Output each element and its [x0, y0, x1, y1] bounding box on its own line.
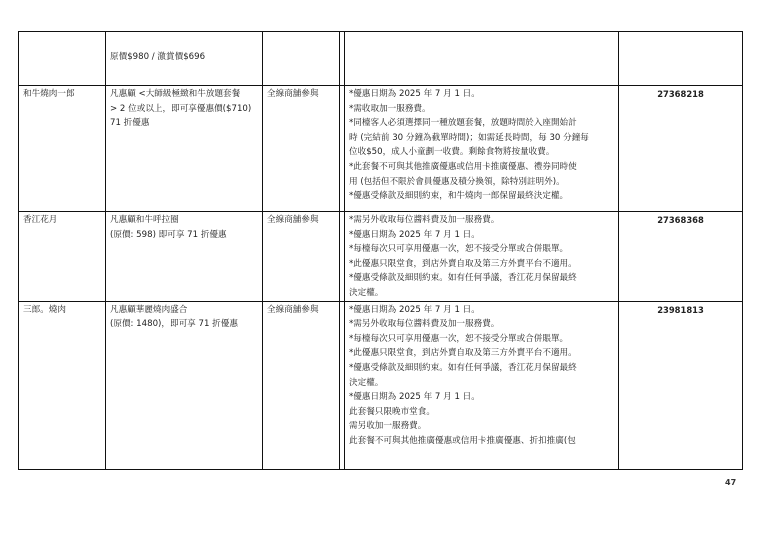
terms-line: 此套餐只限晚市堂食。 — [349, 406, 435, 417]
terms-line: 時 (完結前 30 分鐘為截單時間)；如需延長時間，每 30 分鐘每 — [349, 132, 589, 143]
branches-cell: 全線商舖參與 — [263, 212, 340, 302]
terms-cell — [345, 301, 619, 469]
offer-code-cell: 27368218 — [619, 86, 743, 212]
terms-line: *優惠受條款及細則約束。如有任何爭議，香江花月保留最終 — [349, 362, 577, 373]
terms-line: *優惠受條款及細則約束，和牛燒肉一郎保留最終決定權。 — [349, 191, 569, 202]
branches-cell: 全線商舖參與 — [263, 301, 340, 469]
table-row — [19, 86, 743, 212]
branches-cell: 全線商舖參與 — [263, 86, 340, 212]
terms-line: 決定權。 — [349, 377, 384, 388]
offer-code-cell: 23981813 — [619, 301, 743, 469]
table-row — [19, 212, 743, 302]
terms-line: *此套餐不可與其他推廣優惠或信用卡推廣優惠、禮券同時使 — [349, 161, 577, 172]
branches-cell — [263, 32, 340, 86]
shop-name-cell: 三郎。燒肉 — [19, 301, 106, 469]
terms-line: *優惠日期為 2025 年 7 月 1 日。 — [349, 392, 480, 403]
offer-line: (原價: 598) 即可享 71 折優惠 — [110, 229, 227, 240]
terms-line: *優惠日期為 2025 年 7 月 1 日。 — [349, 304, 480, 315]
offer-code-cell: 27368368 — [619, 212, 743, 302]
offer-line: (原價: 1480)，即可享 71 折優惠 — [110, 319, 238, 330]
offer-line: > 2 位或以上，即可享優惠價($710) — [110, 103, 252, 114]
offer-code-cell — [619, 32, 743, 86]
terms-cell — [345, 32, 619, 86]
terms-line: *此優惠只限堂食，到店外賣自取及第三方外賣平台不適用。 — [349, 258, 577, 269]
offer-line: 凡惠顧和牛呼拉圈 — [110, 215, 179, 225]
offer-cell — [106, 86, 263, 212]
offer-line: 原價$980 / 激賞價$696 — [110, 52, 206, 62]
terms-line: *需收取加一服務費。 — [349, 103, 431, 114]
offer-line: 凡惠顧華麗燒肉盛合 — [110, 304, 188, 315]
offer-cell — [106, 32, 263, 86]
offers-table-body — [19, 32, 743, 470]
terms-line: *需另外收取每位醬料費及加一服務費。 — [349, 215, 500, 225]
terms-line: *每檯每次只可享用優惠一次，恕不接受分單或合併賬單。 — [349, 333, 569, 344]
offer-line: 凡惠顧 <大師級極緻和牛放題套餐 — [110, 89, 241, 99]
terms-line: *此優惠只限堂食，到店外賣自取及第三方外賣平台不適用。 — [349, 348, 577, 359]
offer-cell — [106, 212, 263, 302]
terms-line: *需另外收取每位醬料費及加一服務費。 — [349, 319, 500, 330]
terms-line: 決定權。 — [349, 287, 384, 298]
terms-line: 需另收加一服務費。 — [349, 421, 427, 432]
terms-line: *優惠日期為 2025 年 7 月 1 日。 — [349, 229, 480, 240]
terms-line: 位收$50，成人小童劃一收費。剩餘食物將按量收費。 — [349, 147, 555, 158]
table-row — [19, 301, 743, 469]
terms-line: *同檯客人必須選擇同一種放題套餐，放題時間於入座開始計 — [349, 118, 577, 129]
terms-line: 此套餐不可與其他推廣優惠或信用卡推廣優惠、折扣推廣(包 — [349, 435, 576, 446]
terms-cell — [345, 86, 619, 212]
table-row — [19, 32, 743, 86]
shop-name-cell: 和牛燒肉一郎 — [19, 86, 106, 212]
terms-cell — [345, 212, 619, 302]
offer-cell — [106, 301, 263, 469]
terms-line: *優惠日期為 2025 年 7 月 1 日。 — [349, 89, 480, 99]
page-number: 47 — [725, 478, 737, 487]
shop-name-cell — [19, 32, 106, 86]
terms-line: 用 (包括但不限於會員優惠及積分換領，除特別註明外)。 — [349, 176, 565, 187]
terms-line: *每檯每次只可享用優惠一次，恕不接受分單或合併賬單。 — [349, 244, 569, 255]
shop-name-cell: 香江花月 — [19, 212, 106, 302]
offer-line: 71 折優惠 — [110, 118, 150, 129]
terms-line: *優惠受條款及細則約束。如有任何爭議，香江花月保留最終 — [349, 273, 577, 284]
offers-table — [18, 31, 743, 470]
